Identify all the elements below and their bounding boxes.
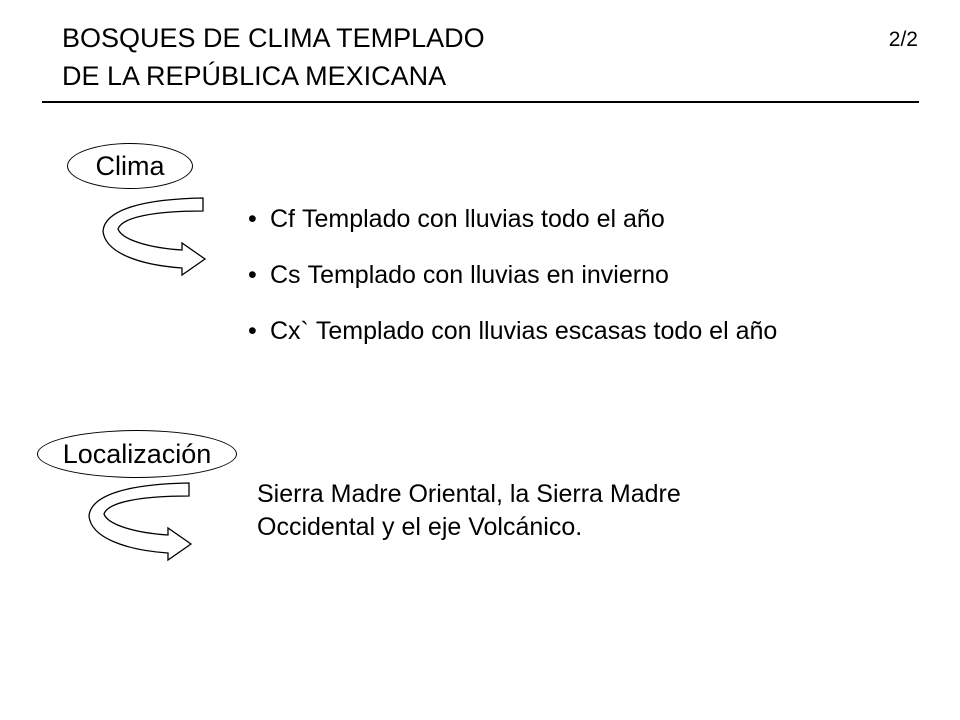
climate-description: Templado con lluvias en invierno xyxy=(307,261,669,289)
location-line: Sierra Madre Oriental, la Sierra Madre xyxy=(257,480,681,508)
localizacion-label: Localización xyxy=(62,438,212,469)
bullet-icon: • xyxy=(248,261,257,289)
page-number: 2/2 xyxy=(888,28,918,51)
localizacion-label-oval xyxy=(37,430,237,478)
location-description xyxy=(257,478,897,544)
climate-list xyxy=(248,205,777,373)
list-item xyxy=(248,261,777,289)
clima-label-oval xyxy=(67,143,193,189)
location-line: Occidental y el eje Volcánico. xyxy=(257,513,583,541)
slide-title-line-2: DE LA REPÚBLICA MEXICANA xyxy=(62,61,447,91)
climate-description: Templado con lluvias todo el año xyxy=(302,205,665,233)
curved-arrow-icon xyxy=(86,480,196,565)
list-item xyxy=(248,317,777,345)
climate-code: Cx` xyxy=(270,317,309,345)
climate-code: Cs xyxy=(270,261,301,289)
slide-title-line-1: BOSQUES DE CLIMA TEMPLADO xyxy=(62,23,485,53)
list-item xyxy=(248,205,777,233)
climate-description: Templado con lluvias escasas todo el año xyxy=(315,317,778,345)
title-divider xyxy=(42,101,919,103)
bullet-icon: • xyxy=(248,205,257,233)
bullet-icon: • xyxy=(248,317,257,345)
climate-code: Cf xyxy=(270,205,295,233)
curved-arrow-icon xyxy=(100,195,210,280)
clima-label: Clima xyxy=(95,150,165,181)
